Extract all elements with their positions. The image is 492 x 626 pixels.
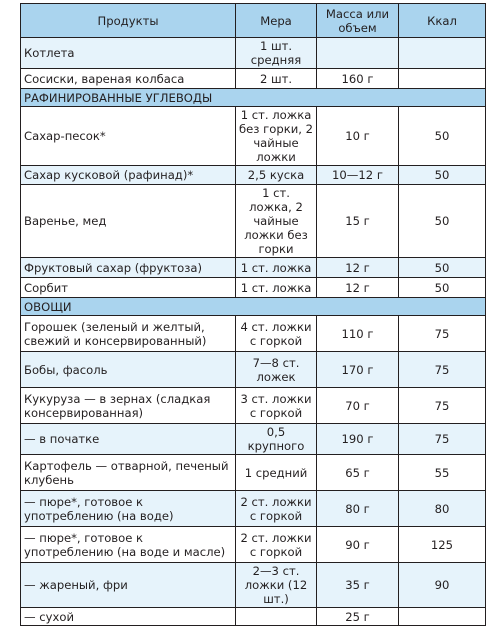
cell-product: Горошек (зеленый и желтый, свежий и консервированный) (21, 316, 236, 352)
cell-mass (317, 38, 399, 69)
cell-measure: 7—8 ст. ложек (236, 352, 317, 388)
cell-product: Кукуруза — в зернах (сладкая консервированная) (21, 388, 236, 424)
cell-measure: 3 ст. ложки с горкой (236, 388, 317, 424)
cell-mass: 10 г (317, 107, 399, 166)
header-mass: Масса или объем (317, 4, 399, 38)
cell-measure: 2 ст. ложки с горкой (236, 491, 317, 527)
table-row (21, 258, 486, 278)
cell-measure: 1 шт. средняя (236, 38, 317, 69)
cell-mass: 190 г (317, 424, 399, 455)
cell-measure: 1 ст. ложка без горки, 2 чайные ложки (236, 107, 317, 166)
cell-measure: 1 ст. ложка (236, 258, 317, 278)
table-header (21, 4, 486, 38)
cell-measure: 2—3 ст. ложки (12 шт.) (236, 563, 317, 608)
cell-kcal: 50 (399, 278, 486, 298)
food-table-page (20, 3, 485, 626)
food-calorie-table (20, 3, 486, 626)
header-measure: Мера (236, 4, 317, 38)
table-row (21, 608, 486, 626)
table-row (21, 563, 486, 608)
cell-measure: 1 ст. ложка (236, 278, 317, 298)
cell-mass: 12 г (317, 258, 399, 278)
cell-product: Котлета (21, 38, 236, 69)
cell-product: Сосиски, вареная колбаса (21, 69, 236, 89)
cell-measure: 1 ст. ложка, 2 чайные ложки без горки (236, 185, 317, 258)
cell-measure: 2,5 куска (236, 166, 317, 185)
table-row (21, 455, 486, 491)
cell-mass: 160 г (317, 69, 399, 89)
cell-kcal (399, 38, 486, 69)
cell-mass: 170 г (317, 352, 399, 388)
table-row (21, 424, 486, 455)
cell-kcal: 75 (399, 388, 486, 424)
cell-product: Сахар кусковой (рафинад)* (21, 166, 236, 185)
section-row (21, 298, 486, 316)
header-product: Продукты (21, 4, 236, 38)
cell-kcal: 50 (399, 166, 486, 185)
cell-mass: 80 г (317, 491, 399, 527)
header-kcal: Ккал (399, 4, 486, 38)
cell-kcal: 75 (399, 424, 486, 455)
cell-product: — пюре*, готовое к употреблению (на воде) (21, 491, 236, 527)
table-row (21, 166, 486, 185)
cell-kcal: 90 (399, 563, 486, 608)
cell-kcal: 75 (399, 352, 486, 388)
cell-measure: 2 шт. (236, 69, 317, 89)
section-row (21, 89, 486, 107)
cell-mass: 35 г (317, 563, 399, 608)
cell-product: — жареный, фри (21, 563, 236, 608)
cell-mass: 65 г (317, 455, 399, 491)
cell-measure: 0,5 крупного (236, 424, 317, 455)
cell-product: Картофель — отварной, печеный клубень (21, 455, 236, 491)
section-title: ОВОЩИ (21, 298, 486, 316)
cell-product: — пюре*, готовое к употреблению (на воде и масле) (21, 527, 236, 563)
cell-kcal: 125 (399, 527, 486, 563)
table-row (21, 491, 486, 527)
table-row (21, 316, 486, 352)
table-row (21, 352, 486, 388)
cell-product: Варенье, мед (21, 185, 236, 258)
cell-product: — в початке (21, 424, 236, 455)
cell-product: — сухой (21, 608, 236, 626)
cell-kcal (399, 608, 486, 626)
cell-product: Фруктовый сахар (фруктоза) (21, 258, 236, 278)
cell-measure: 1 средний (236, 455, 317, 491)
cell-product: Сахар-песок* (21, 107, 236, 166)
cell-kcal: 80 (399, 491, 486, 527)
cell-kcal (399, 69, 486, 89)
cell-mass: 110 г (317, 316, 399, 352)
cell-kcal: 50 (399, 258, 486, 278)
table-row (21, 527, 486, 563)
cell-product: Бобы, фасоль (21, 352, 236, 388)
table-row (21, 38, 486, 69)
table-body (21, 38, 486, 626)
cell-kcal: 50 (399, 185, 486, 258)
section-title: РАФИНИРОВАННЫЕ УГЛЕВОДЫ (21, 89, 486, 107)
cell-kcal: 50 (399, 107, 486, 166)
table-row (21, 69, 486, 89)
cell-product: Сорбит (21, 278, 236, 298)
table-row (21, 388, 486, 424)
table-row (21, 185, 486, 258)
cell-mass: 15 г (317, 185, 399, 258)
cell-mass: 25 г (317, 608, 399, 626)
table-row (21, 278, 486, 298)
cell-mass: 12 г (317, 278, 399, 298)
cell-measure: 4 ст. ложки с горкой (236, 316, 317, 352)
cell-measure: 2 ст. ложки с горкой (236, 527, 317, 563)
cell-measure (236, 608, 317, 626)
table-row (21, 107, 486, 166)
cell-mass: 70 г (317, 388, 399, 424)
cell-mass: 10—12 г (317, 166, 399, 185)
cell-kcal: 55 (399, 455, 486, 491)
cell-kcal: 75 (399, 316, 486, 352)
cell-mass: 90 г (317, 527, 399, 563)
